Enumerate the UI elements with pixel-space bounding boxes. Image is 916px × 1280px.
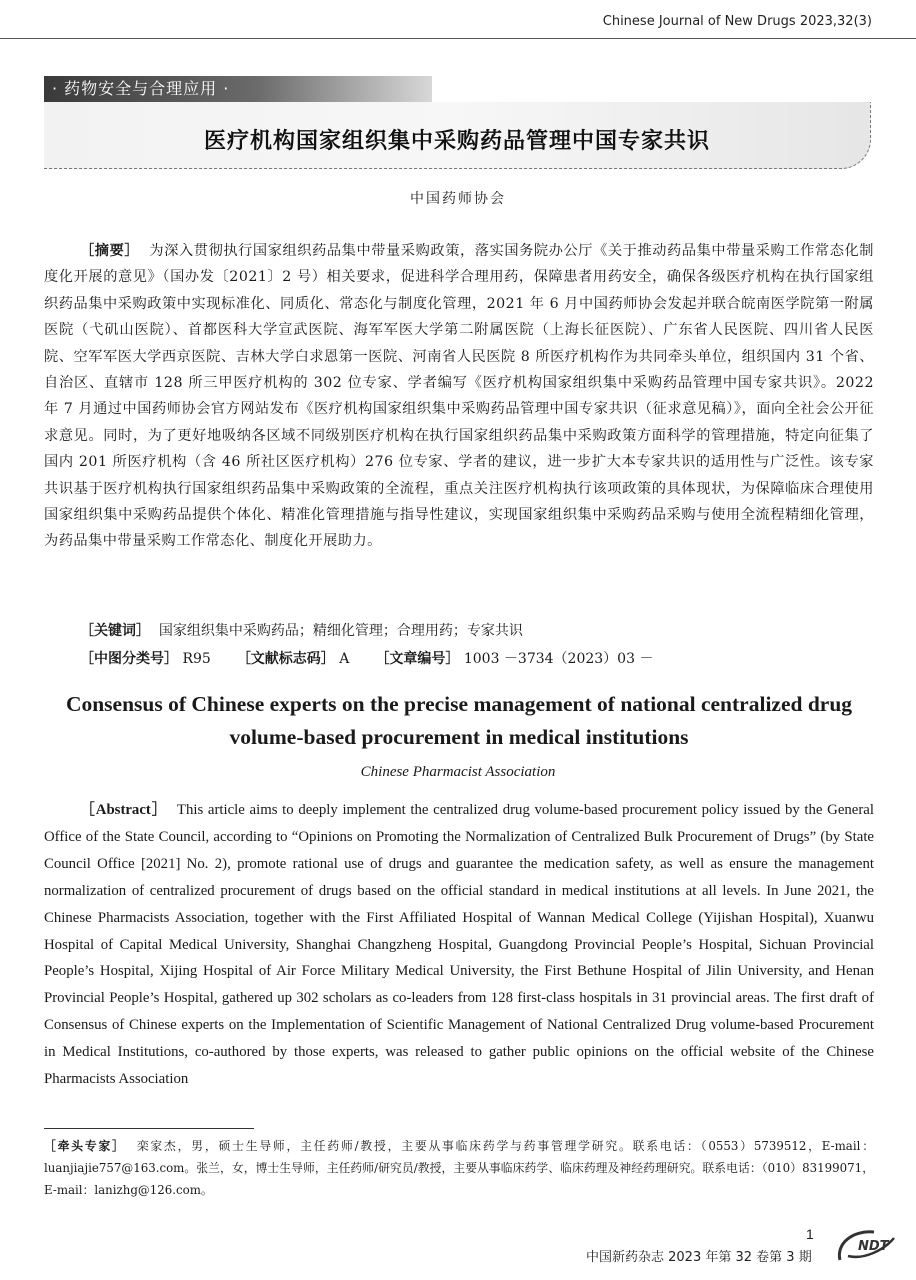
keywords-zh-label: ［关键词］ [80,623,150,639]
footnote [44,1135,874,1201]
abstract-en-text: This article aims to deeply implement the centralized drug volume-based procurement policy issued by the General Office of the State Council, according to “Opinions on Promoting the Normalization of Centralized Bulk Procurement of Drugs” (by State Council Office [2021] No. 2), promote rational use of drugs and guarantee the medication safety, as well as ensure the management normalization of centralized procurement of drugs based on the official standard in medical institutions at all levels. In June 2021, the Chinese Pharmacists Association, together with the First Affiliated Hospital of Wannan Medical College (Yijishan Hospital), Xuanwu Hospital of Capital Medical University, Shanghai Changzheng Hospital, Guangdong Provincial People’s Hospital, Sichuan Provincial People’s Hospital, Xijing Hospital of Air Force Military Medical University, the First Bethune Hospital of Jilin University, and Henan Provincial People’s Hospital, gathered up 302 scholars as co-leaders from 128 first-class hospitals in 31 provincial areas. The first draft of Consensus of Chinese experts on the Implementation of Scientific Management of National Centralized Drug volume-based Procurement in Medical Institutions, co-authored by those experts, was released to gather public opinions on the official website of the Chinese Pharmacists Association [44,802,874,1088]
clc-value: R95 [182,651,211,667]
keywords-zh [80,620,523,640]
column-tag: · 药物安全与合理应用 · [44,76,432,102]
article-number-value: 1003 －3734（2023）03 － [463,651,654,667]
author-en: Chinese Pharmacist Association [360,764,556,780]
svg-text:NDT: NDT [858,1239,889,1254]
classification-line [80,648,653,668]
abstract-en-label: ［Abstract］ [80,802,168,818]
abstract-zh [44,238,874,555]
title-zh: 医疗机构国家组织集中采购药品管理中国专家共识 [203,129,710,154]
author-zh: 中国药师协会 [410,191,506,207]
article-number-label: ［文章编号］ [375,651,460,667]
footnote-rule [44,1128,254,1129]
doc-code-value: A [339,651,350,667]
footnote-label: ［牵头专家］ [44,1139,126,1153]
running-head: Chinese Journal of New Drugs 2023,32(3) [602,14,872,29]
abstract-zh-text: 为深入贯彻执行国家组织药品集中带量采购政策，落实国务院办公厅《关于推动药品集中带量采购工作常态化制度化开展的意见》（国办发〔2021〕2 号）相关要求，促进科学合理用药，保障患者用药安全，确保各级医疗机构在执行国家组织药品集中采购政策中实现标准化、同质化、常态化与制度化管理，2021 年 6 月中国药师协会发起并联合皖南医学院第一附属医院（弋矶山医院）、首都医科大学宣武医院、海军军医大学第二附属医院（上海长征医院）、广东省人民医院、四川省人民医院、空军军医大学西京医院、吉林大学白求恩第一医院、河南省人民医院 8 所医疗机构作为共同牵头单位，组织国内 31 个省、自治区、直辖市 128 所三甲医疗机构的 302 位专家、学者编写《医疗机构国家组织集中采购药品管理中国专家共识》。2022 年 7 月通过中国药师协会官方网站发布《医疗机构国家组织集中采购药品管理中国专家共识（征求意见稿）》，面向全社会公开征求意见。同时，为了更好地吸纳各区域不同级别医疗机构在执行国家组织药品集中采购政策方面科学的管理措施，特定向征集了国内 201 所医疗机构（含 46 所社区医疗机构）276 位专家、学者的建议，进一步扩大本专家共识的适用性与广泛性。该专家共识基于医疗机构执行国家组织药品集中采购政策的全流程，重点关注医疗机构执行该项政策的具体现状，为保障临床合理使用国家组织集中采购药品提供个体化、精准化管理措施与指导性建议，实现国家组织集中采购药品采购与使用全流程精细化管理，为药品集中带量采购工作常态化、制度化开展助力。 [44,243,874,550]
page-number: 1 [806,1226,814,1242]
title-en: Consensus of Chinese experts on the precise management of national centralized drug volume-based procurement in medical institutions [65,692,853,749]
keywords-zh-text: 国家组织集中采购药品；精细化管理；合理用药；专家共识 [158,623,523,639]
doc-code-label: ［文献标志码］ [236,651,335,667]
clc-label: ［中图分类号］ [80,651,178,667]
abstract-en [44,797,874,1093]
header-rule [0,38,916,39]
footnote-text: 栾家杰，男，硕士生导师，主任药师/教授，主要从事临床药学与药事管理学研究。联系电话：（0553）5739512，E-mail：luanjiajie757@163.com。张兰，女，博士生导师，主任药师/研究员/教授，主要从事临床药学、临床药理及神经药理研究。联系电话：（010）83199071，E-mail：lanizhg@126.com。 [44,1139,874,1197]
journal-footer: 中国新药杂志 2023 年第 32 卷第 3 期 [586,1250,812,1265]
journal-logo-icon [834,1220,900,1266]
abstract-zh-label: ［摘要］ [80,243,140,259]
